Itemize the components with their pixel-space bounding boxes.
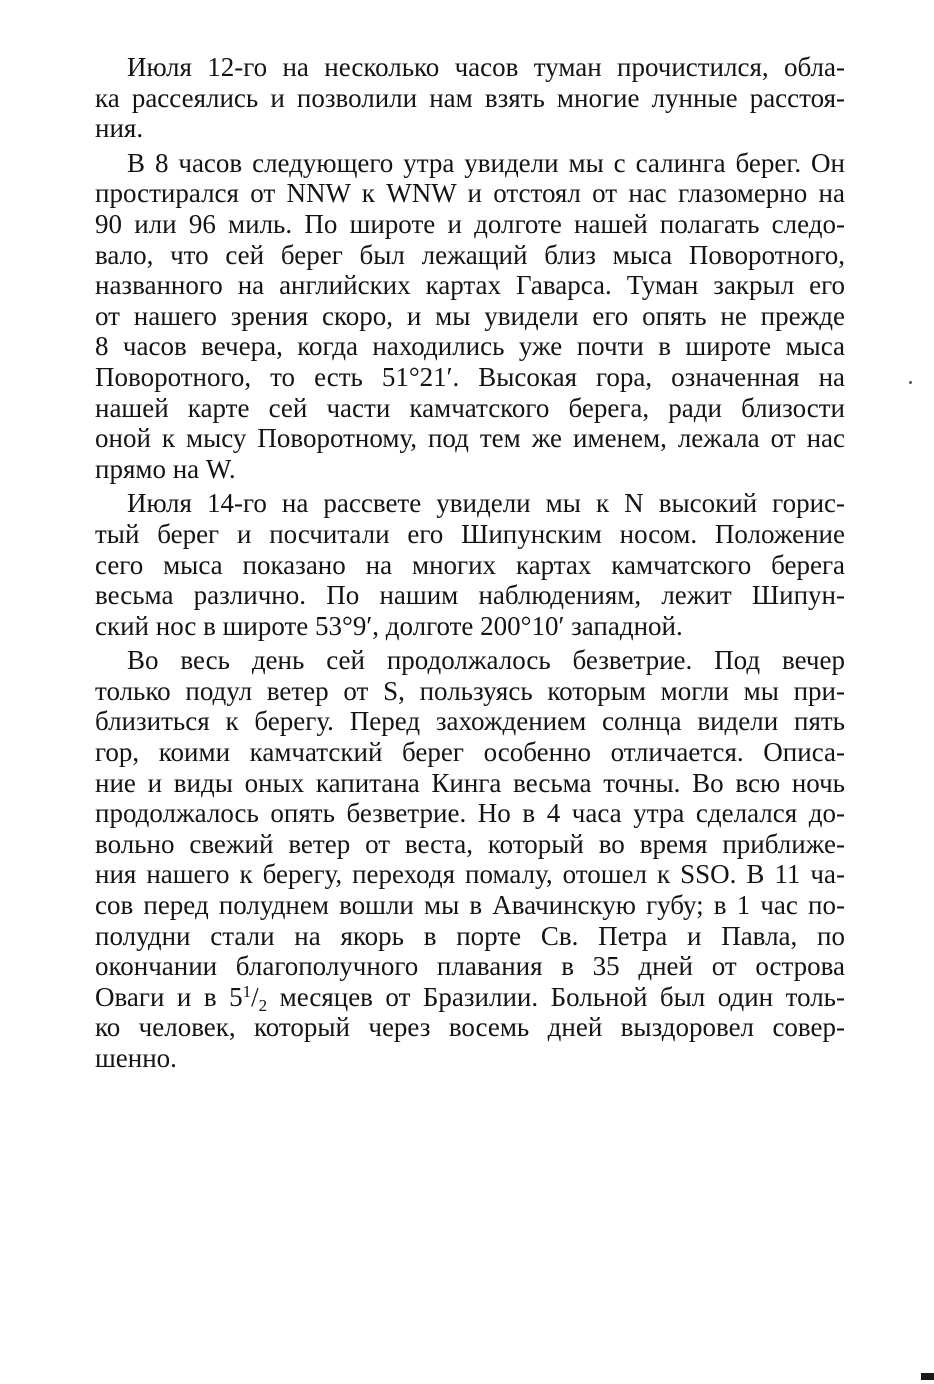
text-line: Поворотного, то есть 51°21′. Высокая гора, означенная на [95, 361, 845, 392]
paragraph-4 [95, 645, 845, 1073]
text-line: В 8 часов следующего утра увидели мы с салинга берег. Он [127, 147, 845, 178]
text-line: вольно свежий ветер от веста, который во время приближе- [95, 828, 845, 859]
text-line: тый берег и посчитали его Шипунским носом. Положение [95, 518, 845, 549]
text-line: ский нос в широте 53°9′, долготе 200°10′ западной. [95, 610, 683, 641]
text-line: шенно. [95, 1043, 177, 1073]
fraction-denominator: 2 [258, 995, 268, 1015]
text-line: ка рассеялись и позволили нам взять многие лунные расстоя- [95, 82, 845, 113]
text-line: ния нашего к берегу, переходя помалу, отошел к SSO. В 11 ча- [95, 859, 845, 890]
text-line: близиться к берегу. Перед захождением солнца видели пять [95, 706, 845, 737]
fraction-line-before: Оваги и в 5 [95, 981, 243, 1012]
fraction-numerator: 1 [242, 981, 252, 1001]
text-line: гор, коими камчатский берег особенно отличается. Описа- [95, 737, 845, 768]
body-text [95, 52, 845, 1074]
text-line: полудни стали на якорь в порте Св. Петра и Павла, по [95, 920, 845, 951]
scan-corner-mark [921, 1373, 934, 1380]
text-line: Июля 12-го на несколько часов туман прочистился, обла- [127, 52, 845, 82]
text-line: продолжалось опять безветрие. Но в 4 часа утра сделался до- [95, 798, 845, 829]
text-line: весьма различно. По нашим наблюдениям, лежит Шипун- [95, 580, 845, 611]
text-line: от нашего зрения скоро, и мы увидели его опять не прежде [95, 300, 845, 331]
paragraph-3 [95, 488, 845, 641]
text-line: сего мыса показано на многих картах камчатского берега [95, 549, 845, 580]
fraction-line-after: месяцев от Бразилии. Больной был один толь- [267, 981, 845, 1012]
text-line: ко человек, который через восемь дней выздоровел совер- [95, 1012, 845, 1043]
text-line: названного на английских картах Гаварса. Туман закрыл его [95, 270, 845, 301]
text-line: вало, что сей берег был лежащий близ мыса Поворотного, [95, 239, 845, 270]
text-line: только подул ветер от S, пользуясь которым могли мы при- [95, 675, 845, 706]
text-line: 90 или 96 миль. По широте и долготе нашей полагать следо- [95, 208, 845, 239]
text-line: оной к мысу Поворотному, под тем же именем, лежала от нас [95, 423, 845, 454]
text-line: 8 часов вечера, когда находились уже почти в широте мыса [95, 331, 845, 362]
text-line: ние и виды оных капитана Кинга весьма точны. Во всю ночь [95, 767, 845, 798]
text-line: сов перед полуднем вошли мы в Авачинскую губу; в 1 час по- [95, 890, 845, 921]
text-line: нашей карте сей части камчатского берега, ради близости [95, 392, 845, 423]
text-line-fraction [95, 982, 845, 1013]
text-line: Июля 14-го на рассвете увидели мы к N высокий горис- [127, 488, 845, 519]
text-line: окончании благополучного плавания в 35 дней от острова [95, 951, 845, 982]
text-line: ния. [95, 113, 144, 144]
paragraph-2 [95, 148, 845, 485]
text-line: Во весь день сей продолжалось безветрие. Под вечер [127, 645, 845, 676]
paragraph-1 [95, 52, 845, 144]
text-line: прямо на W. [95, 453, 236, 484]
scan-speck [909, 381, 912, 384]
fraction-slash: / [251, 981, 259, 1012]
text-line: простирался от NNW к WNW и отстоял от нас глазомерно на [95, 178, 845, 209]
